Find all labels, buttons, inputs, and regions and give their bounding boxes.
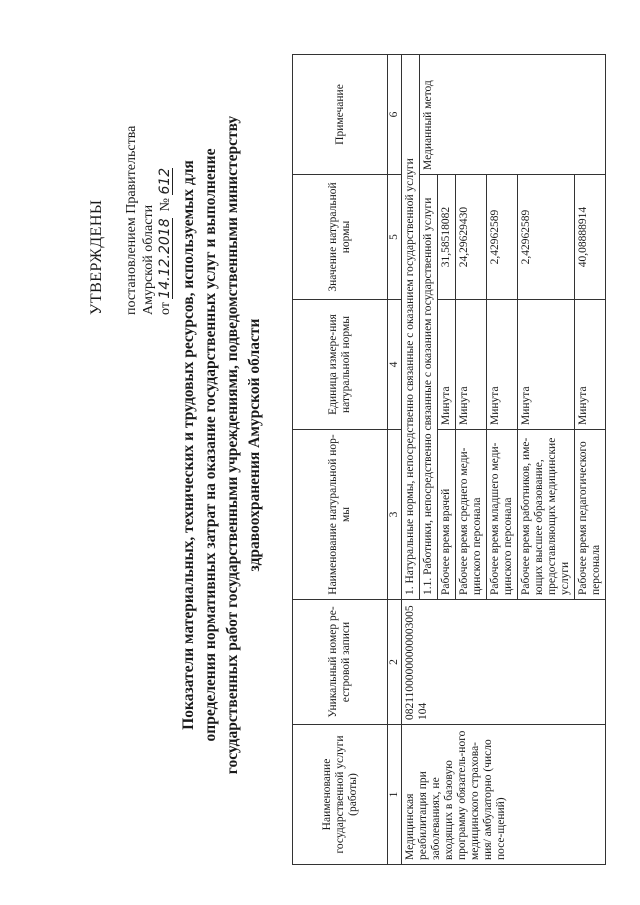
approval-line-2: Амурской области xyxy=(141,204,156,315)
header-service-name: Наименование государственной услуги (работы) xyxy=(293,725,388,865)
header-norm-name: Наименование натуральной нор-мы xyxy=(293,430,388,600)
column-number: 5 xyxy=(388,175,402,300)
norm-name-cell: Рабочее время среднего меди-цинского персонала xyxy=(456,430,487,600)
norm-name-cell: Рабочее время работников, име-ющих высшее образование, предоставляющих медицинские услуги xyxy=(518,430,575,600)
approval-number-label: № xyxy=(158,198,173,212)
norm-name-cell: Рабочее время врачей xyxy=(438,430,456,600)
column-number: 1 xyxy=(388,725,402,865)
header-value: Значение натуральной нормы xyxy=(293,175,388,300)
section-1-1-heading: 1.1. Работники, непосредственно связанные с оказанием государственной услуги xyxy=(420,175,438,600)
approval-date: 14.12.2018 xyxy=(157,218,173,299)
value-cell: 40,08888914 xyxy=(575,175,606,300)
norms-table xyxy=(292,54,606,865)
approval-stamp xyxy=(88,15,174,315)
table-row xyxy=(402,55,420,865)
column-numbers-row xyxy=(388,55,402,865)
approval-number: 612 xyxy=(157,167,173,195)
header-registry-number: Уникальный номер ре-естровой записи xyxy=(293,600,388,725)
approval-line-1: постановлением Правительства xyxy=(124,125,139,315)
registry-number-cell: 08211000000000003005104 xyxy=(402,600,606,725)
approval-heading: УТВЕРЖДЕНЫ xyxy=(88,199,105,315)
column-number: 6 xyxy=(388,55,402,175)
unit-cell: Минута xyxy=(575,300,606,430)
value-cell: 31,58518082 xyxy=(438,175,456,300)
note-cell: Медианный метод xyxy=(420,55,606,175)
unit-cell: Минута xyxy=(487,300,518,430)
header-note: Примечание xyxy=(293,55,388,175)
unit-cell: Минута xyxy=(518,300,575,430)
document-title: Показатели материальных, технических и трудовых ресурсов, используемых для определения нормативных затрат на оказание государственных услуг и выполнение государственных работ государственными учреждениями, подведомственными министерству здравоохранения Амурской области xyxy=(180,115,263,775)
approval-date-line xyxy=(157,15,174,315)
norm-name-cell: Рабочее время младшего меди-цинского персонала xyxy=(487,430,518,600)
norm-name-cell: Рабочее время педагогического персонала xyxy=(575,430,606,600)
unit-cell: Минута xyxy=(438,300,456,430)
approval-from-label: от xyxy=(158,302,173,315)
header-row xyxy=(293,55,388,865)
value-cell: 2,42962589 xyxy=(518,175,575,300)
unit-cell: Минута xyxy=(456,300,487,430)
value-cell: 2,42962589 xyxy=(487,175,518,300)
value-cell: 24,29629430 xyxy=(456,175,487,300)
header-unit: Единица измере-ния натуральной нормы xyxy=(293,300,388,430)
column-number: 4 xyxy=(388,300,402,430)
column-number: 2 xyxy=(388,600,402,725)
column-number: 3 xyxy=(388,430,402,600)
service-name-cell: Медицинская реабилитация при заболеваниях, не входящих в базовую программу обязатель-ного медицинского страхова-ния/ амбулаторно (число посе-щений) xyxy=(402,725,606,865)
section-1-heading: 1. Натуральные нормы, непосредственно связанные с оказанием государственной услуги xyxy=(402,55,420,600)
